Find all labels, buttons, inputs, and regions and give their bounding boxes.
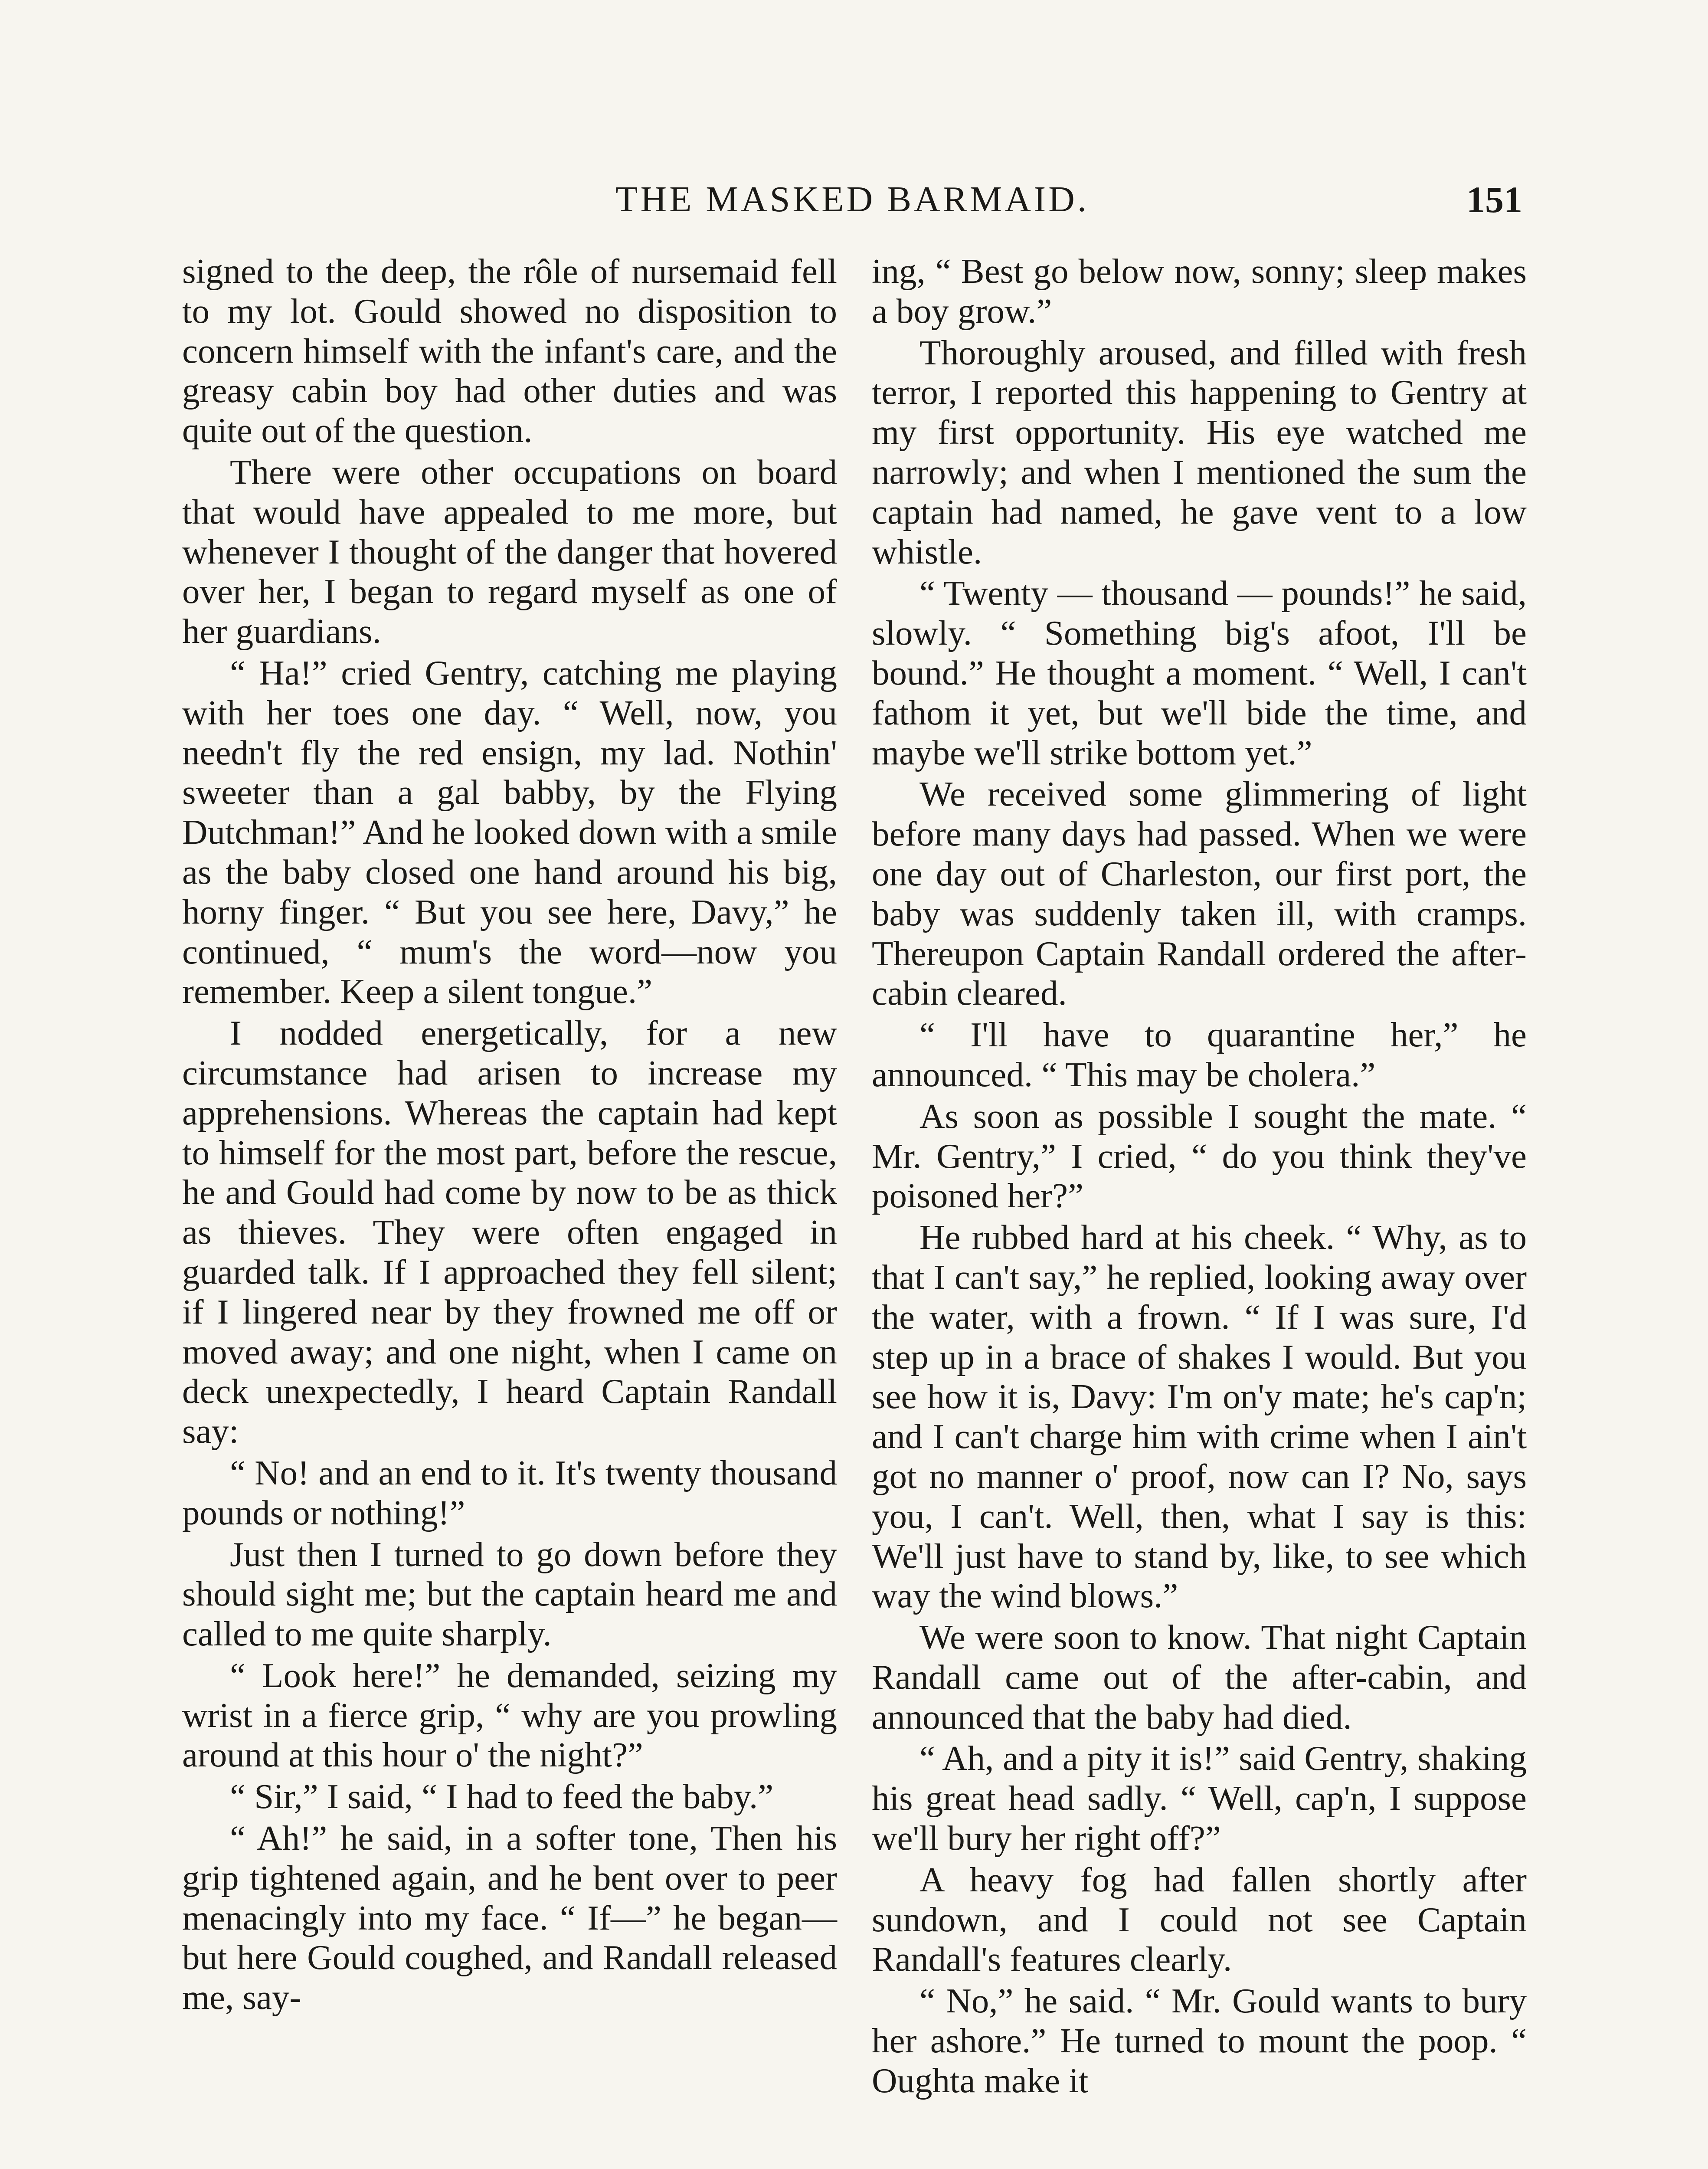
paragraph: “ Sir,” I said, “ I had to feed the baby.”	[230, 1777, 774, 1816]
paragraph: We received some glimmering of light before many days had passed. When we were one day out of Charleston, our first port, the baby was suddenly taken ill, with cramps. Thereupon Captain Randall ordered the after-cabin cleared.	[872, 774, 1527, 1013]
paragraph: signed to the deep, the rôle of nursemaid fell to my lot. Gould showed no disposition to concern himself with the infant's care, and the greasy cabin boy had other duties and was quite out of the question.	[182, 252, 837, 450]
paragraph: “ Ha!” cried Gentry, catching me playing with her toes one day. “ Well, now, you needn't fly the red ensign, my lad. Nothin' sweeter than a gal babby, by the Flying Dutchman!” And he looked down with a smile as the baby closed one hand around his big, horny finger. “ But you see here, Davy,” he continued, “ mum's the word—now you remember. Keep a silent tongue.”	[182, 653, 837, 1011]
paragraph: “ Ah!” he said, in a softer tone, Then his grip tightened again, and he bent over to peer menacingly into my face. “ If—” he began—but here Gould coughed, and Randall released me, say-	[182, 1818, 837, 2017]
paragraph: “ No,” he said. “ Mr. Gould wants to bury her ashore.” He turned to mount the poop. “ Oughta make it	[872, 1981, 1527, 2100]
paragraph: “ Ah, and a pity it is!” said Gentry, shaking his great head sadly. “ Well, cap'n, I suppose we'll bury her right off?”	[872, 1739, 1527, 1858]
paragraph: There were other occupations on board that would have appealed to me more, but whenever I thought of the danger that hovered over her, I began to regard myself as one of her guardians.	[182, 452, 837, 651]
paragraph: ing, “ Best go below now, sonny; sleep makes a boy grow.”	[872, 252, 1527, 331]
running-title: THE MASKED BARMAID.	[615, 179, 1089, 220]
paragraph: I nodded energetically, for a new circumstance had arisen to increase my apprehensions. Whereas the captain had kept to himself for the most part, before the rescue, he and Gould had come by now to be as thick as thieves. They were often engaged in guarded talk. If I approached they fell silent; if I lingered near by they frowned me off or moved away; and one night, when I came on deck unexpectedly, I heard Captain Randall say:	[182, 1013, 837, 1451]
paragraph: As soon as possible I sought the mate. “ Mr. Gentry,” I cried, “ do you think they've poisoned her?”	[872, 1096, 1527, 1216]
paragraph: Just then I turned to go down before they should sight me; but the captain heard me and called to me quite sharply.	[182, 1534, 837, 1654]
paragraph: “ Look here!” he demanded, seizing my wrist in a fierce grip, “ why are you prowling around at this hour o' the night?”	[182, 1655, 837, 1775]
paragraph: “ No! and an end to it. It's twenty thousand pounds or nothing!”	[182, 1453, 837, 1532]
paragraph: Thoroughly aroused, and filled with fresh terror, I reported this happening to Gentry at my first opportunity. His eye watched me narrowly; and when I mentioned the sum the captain had named, he gave vent to a low whistle.	[872, 333, 1527, 571]
paragraph: “ Twenty — thousand — pounds!” he said, slowly. “ Something big's afoot, I'll be bound.” He thought a moment. “ Well, I can't fathom it yet, but we'll bide the time, and maybe we'll strike bottom yet.”	[872, 573, 1527, 772]
paragraph: “ I'll have to quarantine her,” he announced. “ This may be cholera.”	[872, 1015, 1527, 1094]
left-column	[182, 252, 837, 2019]
paragraph: We were soon to know. That night Captain Randall came out of the after-cabin, and announced that the baby had died.	[872, 1618, 1527, 1737]
page-number: 151	[1466, 179, 1522, 220]
page-header	[182, 171, 1522, 228]
paragraph: He rubbed hard at his cheek. “ Why, as to that I can't say,” he replied, looking away over the water, with a frown. “ If I was sure, I'd step up in a brace of shakes I would. But you see how it is, Davy: I'm on'y mate; he's cap'n; and I can't charge him with crime when I ain't got no manner o' proof, now can I? No, says you, I can't. Well, then, what I say is this: We'll just have to stand by, like, to see which way the wind blows.”	[872, 1218, 1527, 1615]
right-column	[872, 252, 1527, 2103]
paragraph: A heavy fog had fallen shortly after sundown, and I could not see Captain Randall's features clearly.	[872, 1860, 1527, 1979]
